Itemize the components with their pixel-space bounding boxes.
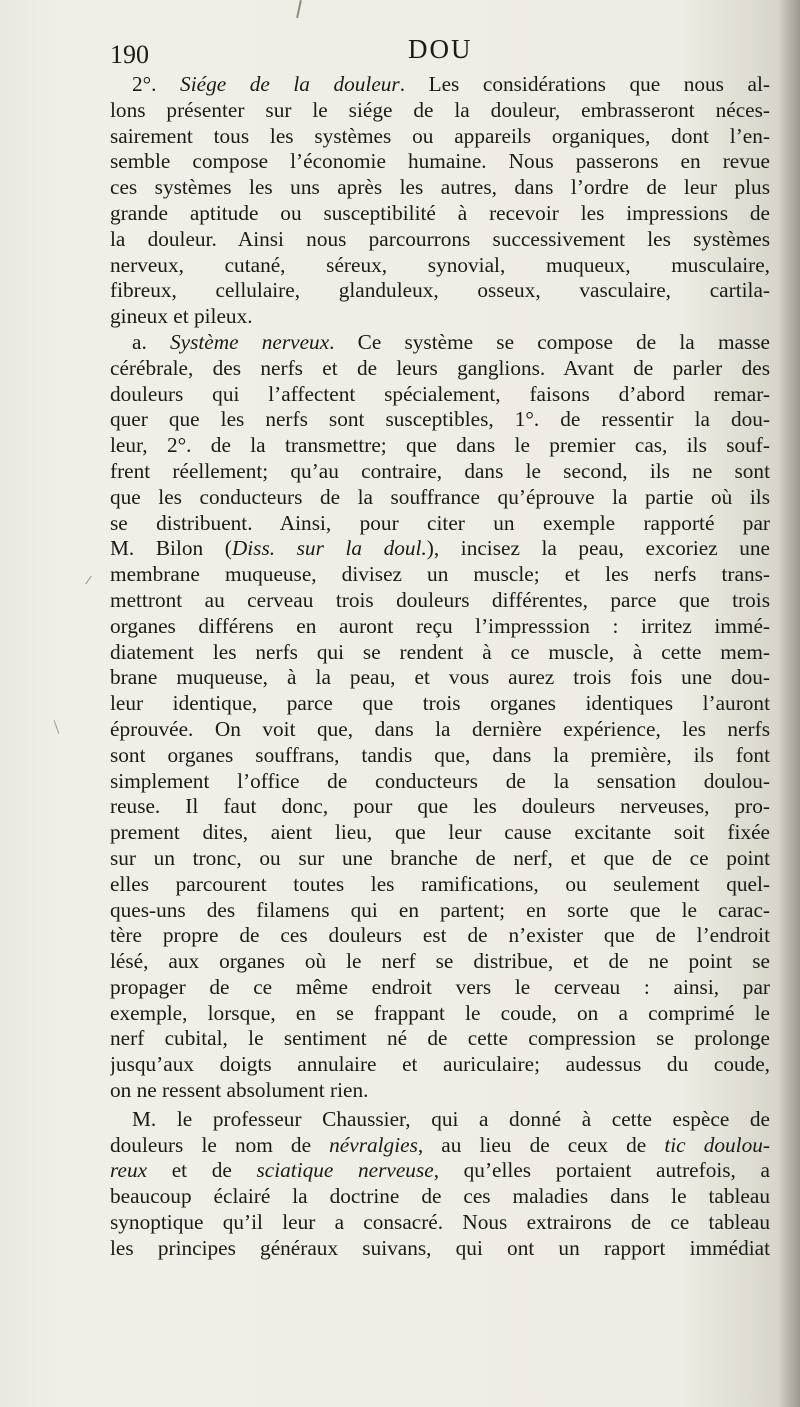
text-line: propager de ce même endroit vers le cerveau : ainsi, par xyxy=(110,974,770,999)
text-line: douleurs qui l’affectent spécialement, faisons d’abord remar- xyxy=(110,381,770,406)
text-line: exemple, lorsque, en se frappant le coude, on a comprimé le xyxy=(110,1000,770,1025)
text-line: sont organes souffrans, tandis que, dans la première, ils font xyxy=(110,742,770,767)
text-line: semble compose l’économie humaine. Nous passerons en revue xyxy=(110,149,770,174)
text-line: les principes généraux suivans, qui ont un rapport immédiat xyxy=(110,1235,770,1260)
text-line: 2°. Siége de la douleur. Les considérations que nous al- xyxy=(132,72,770,96)
text-line: a. Système nerveux. Ce système se compose de la masse xyxy=(132,329,770,354)
page-header xyxy=(110,34,770,68)
text-line: reux et de sciatique nerveuse, qu’elles portaient autrefois, a xyxy=(110,1158,770,1183)
text-line: sur un tronc, ou sur une branche de nerf, et que de ce point xyxy=(110,845,770,870)
text-line: cérébrale, des nerfs et de leurs ganglions. Avant de parler des xyxy=(110,355,770,380)
margin-mark xyxy=(54,720,60,733)
text-line: reuse. Il faut donc, pour que les douleurs nerveuses, pro- xyxy=(110,794,770,819)
body-text xyxy=(110,72,770,1262)
page-edge-shadow xyxy=(778,0,800,1407)
text-line: elles parcourent toutes les ramifications, ou seulement quel- xyxy=(110,871,770,896)
text-line: que les conducteurs de la souffrance qu’éprouve la partie où ils xyxy=(110,484,770,509)
text-line: éprouvée. On voit que, dans la dernière expérience, les nerfs xyxy=(110,716,770,741)
text-line: la douleur. Ainsi nous parcourrons successivement les systèmes xyxy=(110,226,770,251)
text-line: quer que les nerfs sont susceptibles, 1°. de ressentir la dou- xyxy=(110,407,770,432)
text-line: sairement tous les systèmes ou appareils organiques, dont l’en- xyxy=(110,123,770,148)
text-line: ques-uns des filamens qui en partent; en sorte que le carac- xyxy=(110,897,770,922)
text-line: frent réellement; qu’au contraire, dans le second, ils ne sont xyxy=(110,458,770,483)
text-line: synoptique qu’il leur a consacré. Nous extrairons de ce tableau xyxy=(110,1210,770,1235)
text-line: mettront au cerveau trois douleurs différentes, parce que trois xyxy=(110,587,770,612)
text-line: lésé, aux organes où le nerf se distribue, et de ne point se xyxy=(110,949,770,974)
text-line: prement dites, aient lieu, que leur cause excitante soit fixée xyxy=(110,820,770,845)
text-line: grande aptitude ou susceptibilité à recevoir les impressions de xyxy=(110,200,770,225)
text-line: gineux et pileux. xyxy=(110,304,253,329)
text-line: on ne ressent absolument rien. xyxy=(110,1078,369,1103)
text-line: leur identique, parce que trois organes identiques l’auront xyxy=(110,691,770,716)
running-head: DOU xyxy=(408,34,473,64)
stray-ink-mark xyxy=(296,0,302,18)
text-line: fibreux, cellulaire, glanduleux, osseux, vasculaire, cartila- xyxy=(110,278,770,303)
text-line: simplement l’office de conducteurs de la sensation doulou- xyxy=(110,768,770,793)
text-line: M. le professeur Chaussier, qui a donné à cette espèce de xyxy=(132,1106,770,1131)
text-line: organes différens en auront reçu l’impresssion : irritez immé- xyxy=(110,613,770,638)
text-line: nerf cubital, le sentiment né de cette compression se prolonge xyxy=(110,1026,770,1051)
text-line: membrane muqueuse, divisez un muscle; et les nerfs trans- xyxy=(110,562,770,587)
text-line: douleurs le nom de névralgies, au lieu de ceux de tic doulou- xyxy=(110,1132,770,1157)
text-line: nerveux, cutané, séreux, synovial, muqueux, musculaire, xyxy=(110,252,770,277)
margin-mark xyxy=(85,576,92,585)
text-line: leur, 2°. de la transmettre; que dans le premier cas, ils souf- xyxy=(110,433,770,458)
text-line: se distribuent. Ainsi, pour citer un exemple rapporté par xyxy=(110,510,770,535)
text-line: brane muqueuse, à la peau, et vous aurez trois fois une dou- xyxy=(110,665,770,690)
text-line: diatement les nerfs qui se rendent à ce muscle, à cette mem- xyxy=(110,639,770,664)
page-number: 190 xyxy=(110,40,149,69)
text-line: tère propre de ces douleurs est de n’exister que de l’endroit xyxy=(110,923,770,948)
text-line: beaucoup éclairé la doctrine de ces maladies dans le tableau xyxy=(110,1184,770,1209)
text-line: ces systèmes les uns après les autres, dans l’ordre de leur plus xyxy=(110,175,770,200)
text-line: jusqu’aux doigts annulaire et auriculaire; audessus du coude, xyxy=(110,1052,770,1077)
text-line: M. Bilon (Diss. sur la doul.), incisez la peau, excoriez une xyxy=(110,536,770,561)
text-line: lons présenter sur le siége de la douleur, embrasseront néces- xyxy=(110,97,770,122)
